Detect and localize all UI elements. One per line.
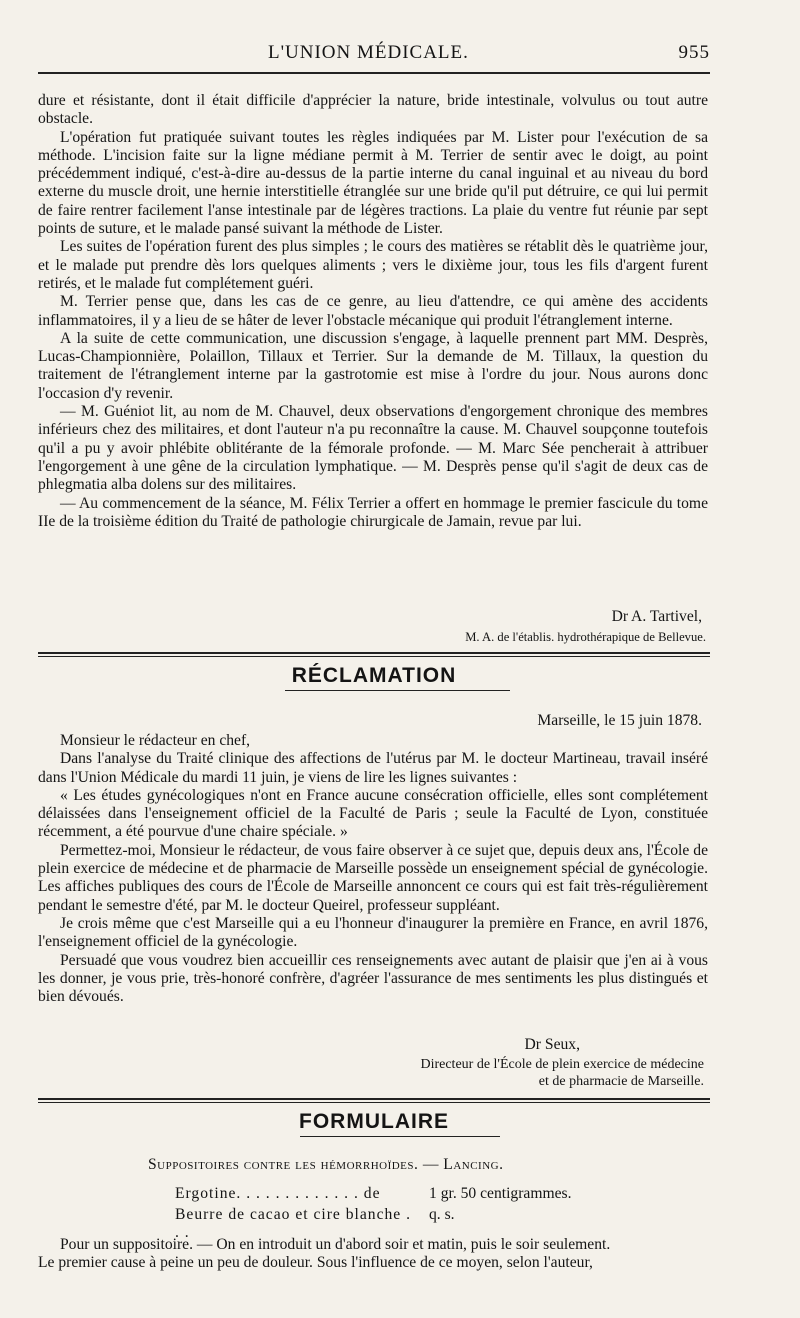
article-paragraph: A la suite de cette communication, une discussion s'engage, à laquelle prennent part MM. Desprès, Lucas-Championnière, Polaillon, Tillaux et Terrier. Sur la demande de M. Tillaux, la question du traitement de l'étranglement interne par la gastrotomie est mise à l'ordre du jour. Nous aurons donc l'occasion d'y revenir. xyxy=(38,329,708,402)
instructions-line: Pour un suppositoire. — On en introduit un d'abord soir et matin, puis le soir seulement. xyxy=(60,1236,611,1253)
article-signature-name: Dr A. Tartivel, xyxy=(611,608,702,625)
formulaire-title-underline xyxy=(300,1136,500,1137)
letter-paragraph: Dans l'analyse du Traité clinique des affections de l'utérus par M. le docteur Martineau, travail inséré dans l'Union Médicale du mardi 11 juin, je viens de lire les lignes suivantes : xyxy=(38,750,708,786)
letter-signature-title-2: et de pharmacie de Marseille. xyxy=(538,1074,704,1089)
section-rule-bottom xyxy=(38,1102,710,1103)
recipe-instructions xyxy=(38,1236,708,1273)
letter-paragraph: Je crois même que c'est Marseille qui a eu l'honneur d'inaugurer la première en France, en avril 1876, l'enseignement officiel de la gynécologie. xyxy=(38,914,708,951)
ingredient-quantity: 1 gr. 50 centigrammes. xyxy=(429,1185,572,1202)
article-paragraph: Les suites de l'opération furent des plus simples ; le cours des matières se rétablit dès le quatrième jour, et le malade put prendre dès lors quelques aliments ; vers le dixième jour, tous les fils d'argent furent retirés, et le malade fut complétement guéri. xyxy=(38,238,708,292)
letter-date: Marseille, le 15 juin 1878. xyxy=(537,712,702,729)
journal-title: L'UNION MÉDICALE. xyxy=(268,42,469,63)
page-header xyxy=(38,42,710,64)
section-rule-top xyxy=(38,1098,710,1100)
letter-signature-name: Dr Seux, xyxy=(524,1036,580,1053)
letter-signature-title-1: Directeur de l'École de plein exercice de médecine xyxy=(420,1057,704,1072)
article-paragraph: — Au commencement de la séance, M. Félix Terrier a offert en hommage le premier fascicule du tome IIe de la troisième édition du Traité de pathologie chirurgicale de Jamain, revue par lui. xyxy=(38,494,708,530)
article-signature-title: M. A. de l'établis. hydrothérapique de Bellevue. xyxy=(465,630,706,644)
reclamation-title-underline xyxy=(285,690,510,691)
letter-paragraph: Permettez-moi, Monsieur le rédacteur, de vous faire observer à ce sujet que, depuis deux ans, l'École de plein exercice de médecine et de pharmacie de Marseille possède un enseignement spécial de gynécologie. Les affiches publiques des cours de l'École de Marseille annoncent ce cours qui est fait très-régulièrement pendant le semestre d'été, par M. le docteur Queirel, professeur suppléant. xyxy=(38,841,708,914)
section-rule-top xyxy=(38,652,710,654)
article-paragraph: M. Terrier pense que, dans les cas de ce genre, au lieu d'attendre, ce qui amène des accidents inflammatoires, il y a lieu de se hâter de lever l'obstacle mécanique qui produit l'étranglement interne. xyxy=(38,293,708,329)
header-rule xyxy=(38,72,710,74)
ingredient-name: Ergotine. . . . . . . . . . . . . de xyxy=(175,1185,381,1202)
letter-paragraph: Persuadé que vous voudrez bien accueillir ces renseignements avec autant de plaisir que j'en ai à vous les donner, je vous prie, très-honoré confrère, d'agréer l'assurance de mes sentiments les plus distingués et bien dévoués. xyxy=(38,951,708,1006)
section-rule-bottom xyxy=(38,656,710,657)
page-number: 955 xyxy=(678,42,710,63)
article-body xyxy=(38,92,708,531)
reclamation-title: RÉCLAMATION xyxy=(291,664,457,687)
recipe-title: Suppositoires contre les hémorrhoïdes. — Lancing. xyxy=(148,1156,504,1173)
article-paragraph: L'opération fut pratiquée suivant toutes les règles indiquées par M. Lister pour l'exécution de sa méthode. L'incision faite sur la ligne médiane permit à M. Terrier de sentir avec le doigt, au point précédemment indiqué, c'est-à-dire au-dessus de la partie interne du canal inguinal et au niveau du bord externe du muscle droit, une hernie interstitielle étranglée sur une bride qu'il put détruire, ce qui lui permit de faire rentrer facilement l'anse intestinale par de légères tractions. La plaie du ventre fut réunie par sept points de suture, et le malade pansé suivant la méthode de Lister. xyxy=(38,128,708,238)
formulaire-title: FORMULAIRE xyxy=(299,1110,449,1133)
article-paragraph: dure et résistante, dont il était difficile d'apprécier la nature, bride intestinale, volvulus ou tout autre obstacle. xyxy=(38,92,708,128)
instructions-line: Le premier cause à peine un peu de douleur. Sous l'influence de ce moyen, selon l'auteur, xyxy=(38,1254,593,1272)
ingredient-row xyxy=(175,1185,571,1203)
ingredient-name: Beurre de cacao et cire blanche . . . xyxy=(175,1206,412,1241)
letter-body xyxy=(38,732,708,1006)
letter-quote: « Les études gynécologiques n'ont en France aucune consécration officielle, elles sont complétement délaissées dans l'enseignement officiel de la Faculté de Paris ; seule la Faculté de Lyon, constituée récemment, a été pourvue d'une chaire spéciale. » xyxy=(38,786,708,841)
ingredient-quantity: q. s. xyxy=(429,1206,455,1223)
article-paragraph: — M. Guéniot lit, au nom de M. Chauvel, deux observations d'engorgement chronique des membres inférieurs chez des militaires, et dont l'auteur n'a pu reconnaître la cause. M. Chauvel soupçonne toutefois qu'il a pu y avoir phlébite oblitérante de la fémorale profonde. — M. Marc Sée pencherait à attribuer l'engorgement à une gêne de la circulation lymphatique. — M. Desprès pense qu'il s'agit de deux cas de phlegmatia alba dolens sur des militaires. xyxy=(38,403,708,494)
letter-salutation: Monsieur le rédacteur en chef, xyxy=(60,732,251,749)
